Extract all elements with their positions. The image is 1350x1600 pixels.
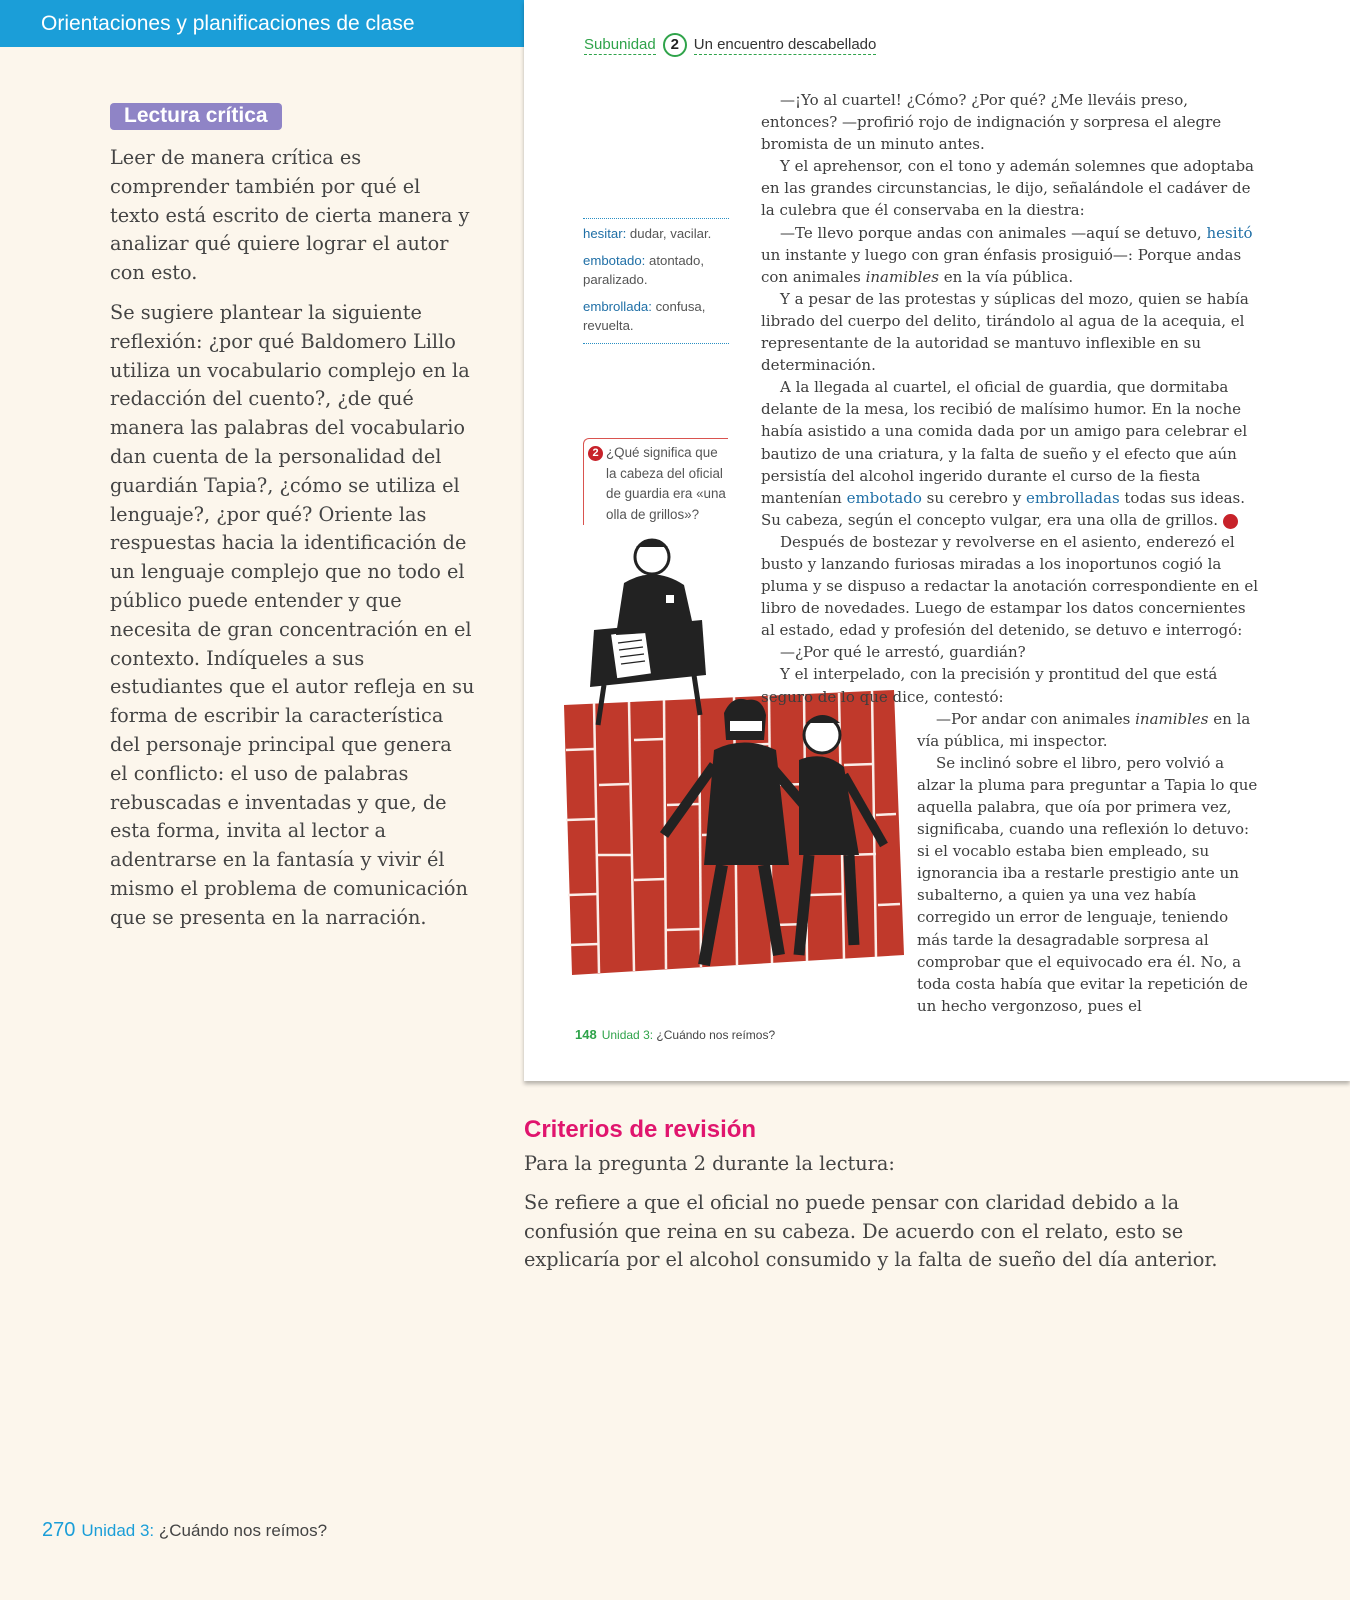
- glossary-word-link: hesitó: [1206, 223, 1253, 242]
- glossary-word-link: embrolladas: [1025, 488, 1120, 507]
- subunit-header: [584, 33, 876, 57]
- glossary-term: embotado:: [583, 253, 646, 268]
- unit-title: ¿Cuándo nos reímos?: [154, 1521, 328, 1540]
- glossary-item: [583, 224, 729, 243]
- subunit-number: 2: [663, 33, 687, 57]
- glossary-term: hesitar:: [583, 226, 627, 241]
- section-badge: Lectura crítica: [110, 103, 282, 130]
- story-paragraph: —Te llevo porque andas con animales —aquí se detuvo, hesitó un instante y luego con gran énfasis prosiguió—: Porque andas con animales inamibles en la vía pública.: [761, 223, 1253, 286]
- page-header-title: Orientaciones y planificaciones de clase: [41, 12, 415, 35]
- book-page-number: 148: [575, 1027, 597, 1042]
- story-paragraph: —¿Por qué le arrestó, guardián?: [780, 643, 1026, 662]
- guide-paragraph-2: Se sugiere plantear la siguiente reflexión: ¿por qué Baldomero Lillo utiliza un vocabulario complejo en la redacción del cuento?, ¿de qué manera las palabras del vocabulario dan cuenta de la personalidad del guardián Tapia?, ¿cómo se utiliza el lenguaje?, ¿por qué? Oriente las respuestas hacia la identificación de un lenguaje complejo que no todo el público puede entender y que necesita de gran concentración en el contexto. Indíqueles a sus estudiantes que el autor refleja en su forma de escribir la característica del personaje principal que genera el conflicto: el uso de palabras rebuscadas e inventadas y que, de esta forma, invita al lector a adentrarse en la fantasía y vivir él mismo el problema de comunicación que se presenta en la narración.: [110, 300, 475, 929]
- question-number-badge: 2: [588, 446, 603, 461]
- story-paragraph: —¡Yo al cuartel! ¿Cómo? ¿Por qué? ¿Me lleváis preso, entonces? —profirió rojo de indignación y sorpresa el alegre bromista de un minuto antes.: [761, 91, 1222, 154]
- review-criteria: [524, 1116, 1264, 1285]
- story-paragraph: Y el interpelado, con la precisión y prontitud del que está seguro de lo que dice, contestó:: [761, 665, 1218, 706]
- glossary-box: [583, 218, 729, 344]
- story-paragraph: Y el aprehensor, con el tono y ademán solemnes que adoptaba en las grandes circunstancias, le dijo, señalándole el cadáver de la culebra que él conservaba en la diestra:: [761, 157, 1255, 220]
- glossary-term: embrollada:: [583, 299, 652, 314]
- book-unit-title: ¿Cuándo nos reímos?: [653, 1028, 776, 1042]
- glossary-item: [583, 297, 729, 335]
- glossary-definition: atontado, paralizado.: [583, 253, 704, 287]
- story-paragraph: —Por andar con animales inamibles en la vía pública, mi inspector.: [917, 709, 1251, 750]
- story-wrapped-block: [917, 708, 1261, 1017]
- story-paragraph: Se inclinó sobre el libro, pero volvió a alzar la pluma para preguntar a Tapia lo que aquella palabra, que oía por primera vez, significaba, cuando una reflexión lo detuvo: si el vocablo estaba bien empleado, su ignorancia iba a restarle prestigio ante un subalterno, a quien ya una vez había corregido un error de lenguaje, teniendo más tarde la desagradable sorpresa al comprobar que el equivocado era él. No, a toda costa había que evitar la repetición de un hecho vergonzoso, pues el: [917, 753, 1258, 1015]
- story-paragraph: Después de bostezar y revolverse en el asiento, enderezó el busto y lanzando furiosas miradas a los inoportunos cogió la pluma y se dispuso a redactar la anotación correspondiente en el libro de novedades. Luego de estampar los datos concernientes al estado, edad y profesión del detenido, se detuvo e interrogó:: [761, 532, 1259, 640]
- page-footer: [42, 1519, 327, 1542]
- unit-label: Unidad 3:: [81, 1521, 155, 1540]
- glossary-word-link: embotado: [846, 488, 922, 507]
- question-text: ¿Qué significa que la cabeza del oficial de guardia era «una olla de grillos»?: [606, 445, 726, 522]
- book-unit-label: Unidad 3:: [601, 1028, 654, 1042]
- page-number: 270: [42, 1519, 76, 1541]
- book-page-footer: [575, 1027, 775, 1042]
- story-text: [761, 89, 1261, 1017]
- subunit-label: Subunidad: [584, 35, 656, 53]
- reading-question: [583, 438, 728, 525]
- glossary-item: [583, 251, 729, 289]
- story-paragraph: Y a pesar de las protestas y súplicas del mozo, quien se había librado del cuerpo del delito, tirándolo al agua de la acequia, el representante de la autoridad se mantuvo inflexible en su determinación.: [761, 289, 1249, 375]
- criteria-body: Se refiere a que el oficial no puede pensar con claridad debido a la confusión que reina en su cabeza. De acuerdo con el relato, esto se explicaría por el alcohol consumido y la falta de sueño del día anterior.: [524, 1190, 1218, 1272]
- guide-paragraph-1: Leer de manera crítica es comprender también por qué el texto está escrito de cierta manera y analizar qué quiere lograr el autor con esto.: [110, 146, 470, 285]
- story-paragraph: A la llegada al cuartel, el oficial de guardia, que dormitaba delante de la mesa, los recibió de malísimo humor. En la noche había asistido a una comida dada por un amigo para celebrar el bautizo de una criatura, y la falta de sueño y el efecto que aún persistía del alcohol ingerido durante el curso de la fiesta mantenían embotado su cerebro y embrolladas todas sus ideas. Su cabeza, según el concepto vulgar, era una olla de grillos. 2: [761, 378, 1248, 529]
- subunit-title: Un encuentro descabellado: [693, 35, 877, 53]
- glossary-definition: confusa, revuelta.: [583, 299, 706, 333]
- criteria-title: Criterios de revisión: [524, 1116, 757, 1143]
- glossary-definition: dudar, vacilar.: [626, 226, 712, 241]
- criteria-subtitle: Para la pregunta 2 durante la lectura:: [524, 1152, 895, 1175]
- teacher-guide-column: [110, 103, 475, 944]
- page-header-bar: [0, 0, 524, 47]
- student-book-page: [524, 0, 1350, 1081]
- question-marker: 2: [1223, 514, 1238, 529]
